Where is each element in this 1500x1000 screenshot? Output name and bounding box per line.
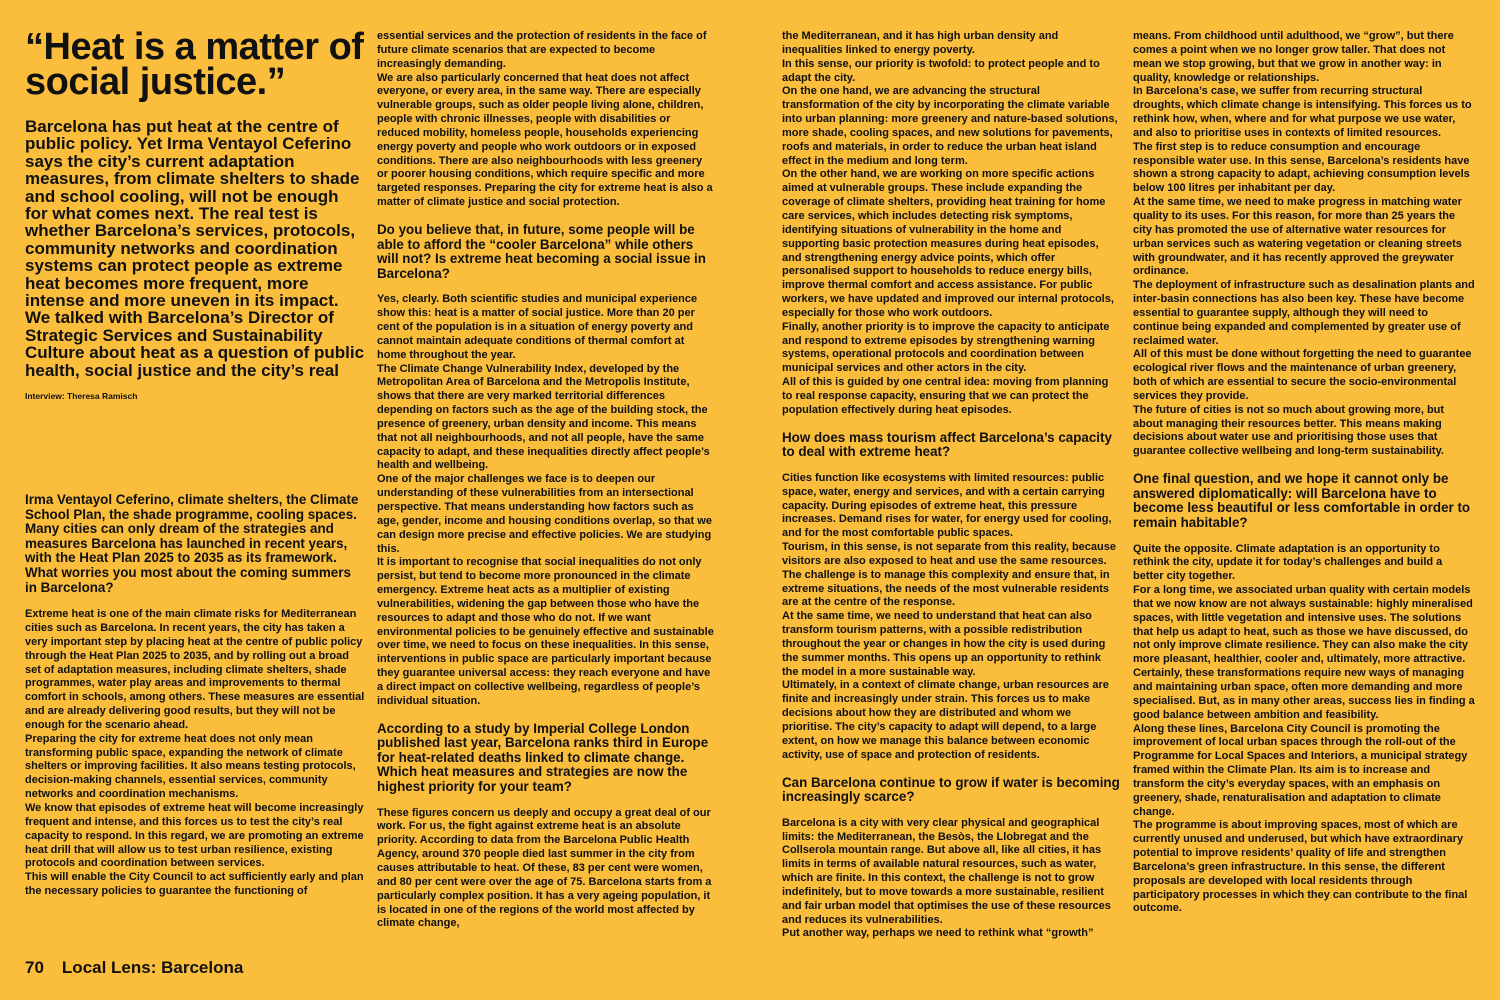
paragraph: On the one hand, we are advancing the structural transformation of the city by incorporating the climate variable into urban planning: more greenery and nature-based solutions, more shade, cooling spaces, and new solutions for pavements, roofs and materials, in order to reduce the urban heat island effect in the medium and long term. [782, 85, 1118, 167]
paragraph: Put another way, perhaps we need to rethink what “growth” [782, 927, 1094, 940]
paragraph: Preparing the city for extreme heat does not only mean transforming public space, expanding the network of climate shelters or improving facilities. It also means testing protocols, decision-making channels, essential services, community networks and coordination mechanisms. [25, 732, 356, 801]
paragraph: The programme is about improving spaces, most of which are currently unused and underused, but which have extraordinary potential to improve residents’ quality of life and strengthen Barcelona’s green infrastructure. In this sense, the different proposals are developed with local residents through participatory processes in which they can contribute to the final outcome. [1133, 819, 1468, 915]
paragraph: In Barcelona’s case, we suffer from recurring structural droughts, which climate change is intensifying. This forces us to rethink how, when, where and for what purpose we use water, and also to prioritise uses in contexts of limited resources. [1133, 85, 1472, 139]
paragraph: The Climate Change Vulnerability Index, developed by the Metropolitan Area of Barcelona and the Metropolis Institute, shows that there are very marked territorial differences depending on factors such as the age of the building stock, the presence of greenery, urban density and income. This means that not all neighbourhoods, and not all people, have the same capacity to adapt, and these inequalities directly affect people’s health and wellbeing. [377, 362, 710, 472]
page-number: 70 [25, 958, 44, 977]
paragraph: For a long time, we associated urban quality with certain models that we now know are not always sustainable: highly mineralised spaces, with little vegetation and intensive uses. The solutions that help us adapt to heat, such as those we have discussed, do not only improve climate resilience. They can also make the city more pleasant, healthier, cooler and, ultimately, more attractive. [1133, 584, 1473, 666]
section-title: Local Lens: Barcelona [61, 958, 244, 977]
paragraph: All of this must be done without forgetting the need to guarantee ecological river flows and the maintenance of urban greenery, both of which are essential to secure the socio-environmental services they provide. [1133, 348, 1472, 402]
paragraph: Tourism, in this sense, is not separate from this reality, because visitors are also exposed to heat and use the same resources. The challenge is to manage this complexity and ensure that, in extreme situations, the needs of the most vulnerable residents are at the centre of the response. [782, 541, 1116, 609]
paragraph: Quite the opposite. Climate adaptation is an opportunity to rethink the city, update it for today’s challenges and build a better city together. [1133, 542, 1443, 583]
question-3: According to a study by Imperial College London published last year, Barcelona ranks third in Europe for heat-related deaths linked to climate change. Which heat measures and strategies are now the highest priority for your team? [377, 720, 709, 795]
paragraph: Ultimately, in a context of climate change, urban resources are finite and increasingly under strain. This forces us to make decisions about how they are distributed and whom we prioritise. The city’s capacity to adapt will depend, to a large extent, on how we manage this balance between economic activity, use of space and protection of residents. [782, 679, 1109, 761]
paragraph: Along these lines, Barcelona City Council is promoting the improvement of local urban spaces through the roll-out of the Programme for Local Spaces and Interiors, a municipal strategy framed within the Climate Plan. Its aim is to increase and transform the city’s everyday spaces, with an emphasis on greenery, shade, renaturalisation and adaptation to climate change. [1133, 722, 1468, 818]
paragraph: means. From childhood until adulthood, we “grow”, but there comes a point when we no longer grow taller. That does not mean we stop growing, but that we grow in another way: in quality, knowledge or relationships. [1133, 30, 1454, 84]
paragraph: The first step is to reduce consumption and encourage responsible water use. In this sense, Barcelona’s residents have shown a strong capacity to adapt, achieving consumption levels below 100 litres per inhabitant per day. [1133, 140, 1470, 195]
question-4: How does mass tourism affect Barcelona’s capacity to deal with extreme heat? [782, 429, 1112, 460]
headline: “Heat is a matter of social justice.” [25, 26, 364, 103]
column-3 [782, 30, 1120, 941]
paragraph: On the other hand, we are working on more specific actions aimed at vulnerable groups. These include expanding the coverage of climate shelters, providing heat training for home care services, which includes detecting risk symptoms, identifying situations of vulnerability in the home and supporting basic protection measures during heat episodes, and strengthening energy advice points, which offer personalised support to households to reduce energy bills, improve thermal comfort and access assistance. For public workers, we have updated and improved our internal protocols, especially for those who work outdoors. [782, 168, 1114, 319]
paragraph: Yes, clearly. Both scientific studies and municipal experience show this: heat is a matter of social justice. More than 20 per cent of the population is in a situation of energy poverty and cannot maintain adequate conditions of thermal comfort at home throughout the year. [377, 293, 698, 361]
paragraph: This will enable the City Council to act sufficiently early and plan the necessary policies to guarantee the functioning of [25, 871, 364, 898]
column-1 [25, 26, 365, 402]
paragraph: At the same time, we need to make progress in matching water quality to its uses. For this reason, for more than 25 years the city has promoted the use of alternative water resources for urban services such as watering vegetation or cleaning streets with groundwater, and it has recently approved the greywater ordinance. [1133, 196, 1462, 278]
paragraph: The future of cities is not so much about growing more, but about managing their resources better. This means making decisions about water use and prioritising those uses that guarantee collective wellbeing and long-term sustainability. [1133, 403, 1445, 458]
paragraph: Cities function like ecosystems with limited resources: public space, water, energy and services, and with a certain carrying capacity. During episodes of extreme heat, this pressure increases. Demand rises for water, for energy used for cooling, and for the most comfortable public spaces. [782, 471, 1112, 540]
question-2: Do you believe that, in future, some people will be able to afford the “cooler Barcelona” while others will not? Is extreme heat becoming a social issue in Barcelona? [377, 221, 706, 281]
paragraph: In this sense, our priority is twofold: to protect people and to adapt the city. [782, 57, 1100, 84]
paragraph: essential services and the protection of residents in the face of future climate scenarios that are expected to become increasingly demanding. [377, 30, 707, 70]
paragraph: Finally, another priority is to improve the capacity to anticipate and respond to extreme episodes by strengthening warning systems, operational protocols and coordination between municipal services and other actors in the city. [782, 320, 1110, 375]
question-5: Can Barcelona continue to grow if water is becoming increasingly scarce? [782, 774, 1120, 805]
column-4 [1133, 30, 1475, 916]
paragraph: All of this is guided by one central idea: moving from planning to real response capacity, ensuring that we can protect the population effectively during heat episodes. [782, 376, 1109, 416]
standfirst: Barcelona has put heat at the centre of public policy. Yet Irma Ventayol Ceferino says the city’s current adaptation measures, from climate shelters to shade and school cooling, will not be enough for what comes next. The real test is whether Barcelona’s services, protocols, community networks and coordination systems can protect people as extreme heat becomes more frequent, more intense and more uneven in its impact. We talked with Barcelona’s Director of Strategic Services and Sustainability Culture about heat as a question of public health, social justice and the city’s real [25, 117, 365, 380]
question-6: One final question, and we hope it cannot only be answered diplomatically: will Barcelona have to become less beautiful or less comfortable in order to remain habitable? [1133, 471, 1471, 530]
paragraph: Certainly, these transformations require new ways of managing and maintaining urban space, often more demanding and more specialised. But, as in many other areas, success lies in finding a good balance between ambition and feasibility. [1133, 667, 1475, 721]
paragraph: the Mediterranean, and it has high urban density and inequalities linked to energy poverty. [782, 30, 1059, 56]
paragraph: Barcelona is a city with very clear physical and geographical limits: the Mediterranean, the Besòs, the Llobregat and the Collserola mountain range. But above all, like all cities, it has limits in terms of available natural resources, such as water, which are finite. In this context, the challenge is not to grow indefinitely, but to move towards a more sustainable, resilient and fair urban model that optimises the use of these resources and reduces its vulnerabilities. [782, 816, 1111, 926]
paragraph: One of the major challenges we face is to deepen our understanding of these vulnerabilities from an intersectional perspective. That means understanding how factors such as age, gender, income and housing conditions overlap, so that we can design more precise and effective policies. We are studying this. [377, 473, 712, 555]
paragraph: Extreme heat is one of the main climate risks for Mediterranean cities such as Barcelona. In recent years, the city has taken a very important step by placing heat at the centre of public policy through the Heat Plan 2025 to 2035, and by rolling out a broad set of adaptation measures, including climate shelters, shade programmes, water play areas and improvements to thermal comfort in schools, among others. These measures are essential and are already delivering good results, but they will not be enough for the scenario ahead. [25, 608, 365, 731]
column-2 [377, 30, 715, 931]
paragraph: We are also particularly concerned that heat does not affect everyone, or every area, in the same way. There are especially vulnerable groups, such as older people living alone, children, people with chronic illnesses, people with disabilities or reduced mobility, homeless people, households experiencing energy poverty and people who work outdoors or in exposed conditions. There are also neighbourhoods with less greenery or poorer housing conditions, which require specific and more targeted responses. Preparing the city for extreme heat is also a matter of climate justice and social protection. [377, 71, 713, 209]
byline: Interview: Theresa Ramisch [25, 391, 138, 402]
column-1-interview [25, 493, 365, 899]
paragraph: The deployment of infrastructure such as desalination plants and inter-basin connections has also been key. These have become essential to guarantee supply, although they will need to continue being expanded and complemented by greater use of reclaimed water. [1133, 279, 1475, 347]
paragraph: It is important to recognise that social inequalities do not only persist, but tend to become more pronounced in the climate emergency. Extreme heat acts as a multiplier of existing vulnerabilities, widening the gap between those who have the resources to adapt and those who do not. If we want environmental policies to be genuinely effective and sustainable over time, we need to focus on these inequalities. In this sense, interventions in public space are particularly important because they guarantee universal access: they reach everyone and have a direct impact on collective wellbeing, regardless of people’s individual situation. [377, 556, 714, 707]
paragraph: We know that episodes of extreme heat will become increasingly frequent and intense, and this forces us to test the city’s real capacity to respond. In this regard, we are promoting an extreme heat drill that will allow us to test urban resilience, existing protocols and coordination between services. [25, 801, 364, 870]
folio [25, 958, 261, 978]
paragraph: These figures concern us deeply and occupy a great deal of our work. For us, the fight against extreme heat is an absolute priority. According to data from the Barcelona Public Health Agency, around 370 people died last summer in the city from causes attributable to heat. Of these, 83 per cent were women, and 80 per cent were over the age of 75. Barcelona starts from a particularly complex position. It has a very ageing population, it is located in one of the regions of the world most affected by climate change, [377, 806, 712, 930]
question-1: Irma Ventayol Ceferino, climate shelters, the Climate School Plan, the shade programme, cooling spaces. Many cities can only dream of the strategies and measures Barcelona has launched in recent years, with the Heat Plan 2025 to 2035 as its framework. What worries you most about the coming summers in Barcelona? [25, 492, 359, 595]
paragraph: At the same time, we need to understand that heat can also transform tourism patterns, with a possible redistribution throughout the year or changes in how the city is used during the summer months. This opens up an opportunity to rethink the model in a more sustainable way. [782, 610, 1106, 678]
